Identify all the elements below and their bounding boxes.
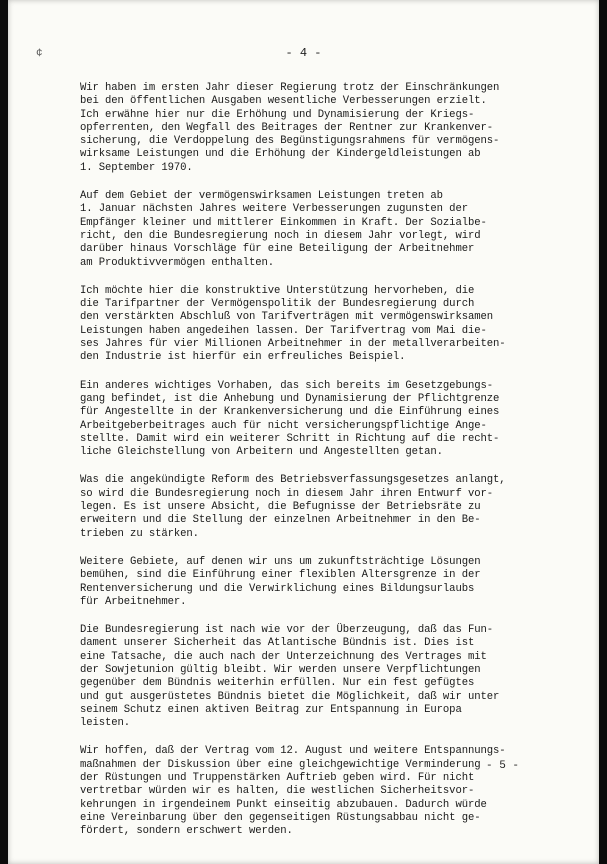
- paragraph: Die Bundesregierung ist nach wie vor der Überzeugung, daß das Fun- dament unserer Sicherheit das Atlantische Bündnis ist. Dies ist eine Tatsache, die auch nach der Unterzeichnung des Vertrages mit der Sowjetunion gültig bleibt. Wir werden unsere Verpflichtungen gegenüber dem Bündnis weiterhin erfüllen. Nur ein fest gefügtes und gut ausgerüstetes Bündnis bietet die Möglichkeit, daß wir unter seinem Schutz einen aktiven Beitrag zur Entspannung in Europa leisten.: [80, 624, 500, 730]
- paragraph: Weitere Gebiete, auf denen wir uns um zukunftsträchtige Lösungen bemühen, sind die Einführung einer flexiblen Altersgrenze in der Rentenversicherung und die Verwirklichung eines Bildungsurlaubs für Arbeitnehmer.: [80, 555, 481, 608]
- body-text: [80, 82, 550, 854]
- document-page: [8, 0, 599, 864]
- paragraph: Was die angekündigte Reform des Betriebsverfassungsgesetzes anlangt, so wird die Bundesregierung noch in diesem Jahr ihren Entwurf vor- legen. Es ist unsere Absicht, die Befugnisse der Betriebsräte zu erweitern und die Stellung der einzelnen Arbeitnehmer in den Be- trieben zu stärken.: [80, 474, 506, 540]
- margin-mark: ¢: [36, 48, 43, 60]
- page-number: - 4 -: [285, 46, 322, 60]
- paragraph: Ich möchte hier die konstruktive Unterstützung hervorheben, die die Tarifpartner der Vermögenspolitik der Bundesregierung durch den verstärkten Abschluß von Tarifverträgen mit vermögenswirksamen Leistungen haben angedeihen lassen. Der Tarifvertrag vom Mai die- ses Jahres für vier Millionen Arbeitnehmer in der metallverarbeiten- den Industrie ist hierfür ein erfreuliches Beispiel.: [80, 284, 506, 364]
- paragraph: Wir haben im ersten Jahr dieser Regierung trotz der Einschränkungen bei den öffentlichen Ausgaben wesentliche Verbesserungen erzielt. Ich erwähne hier nur die Erhöhung und Dynamisierung der Kriegs- opferrenten, den Wegfall des Beitrages der Rentner zur Krankenver- sicherung, die Verdoppelung des Begünstigungsrahmens für vermögens- wirksame Leistungen und die Erhöhung der Kindergeldleistungen ab 1. September 1970.: [80, 82, 500, 174]
- paragraph: Ein anderes wichtiges Vorhaben, das sich bereits im Gesetzgebungs- gang befindet, ist die Anhebung und Dynamisierung der Pflichtgrenze für Angestellte in der Krankenversicherung und die Einführung eines Arbeitgeberbeitrages auch für nicht versicherungspflichtige Ange- stellte. Damit wird ein weiterer Schritt in Richtung auf die recht- liche Gleichstellung von Arbeitern und Angestellten getan.: [80, 379, 500, 459]
- paragraph: Wir hoffen, daß der Vertrag vom 12. August und weitere Entspannungs- maßnahmen der Diskussion über eine gleichgewichtige Verminderung der Rüstungen und Truppenstärken Auftrieb geben wird. Für nicht vertretbar würden wir es halten, die westlichen Sicherheitsvor- kehrungen in irgendeinem Punkt einseitig abzubauen. Dadurch würde eine Vereinbarung über den gegenseitigen Rüstungsabbau nicht ge- fördert, sondern erschwert werden.: [80, 745, 506, 838]
- next-page-marker: - 5 -: [486, 760, 520, 772]
- paragraph: Auf dem Gebiet der vermögenswirksamen Leistungen treten ab 1. Januar nächsten Jahres weitere Verbesserungen zugunsten der Empfänger kleiner und mittlerer Einkommen in Kraft. Der Sozialbe- richt, den die Bundesregierung noch in diesem Jahr vorlegt, wird darüber hinaus Vorschläge für eine Beteiligung der Arbeitnehmer am Produktivvermögen enthalten.: [80, 190, 487, 269]
